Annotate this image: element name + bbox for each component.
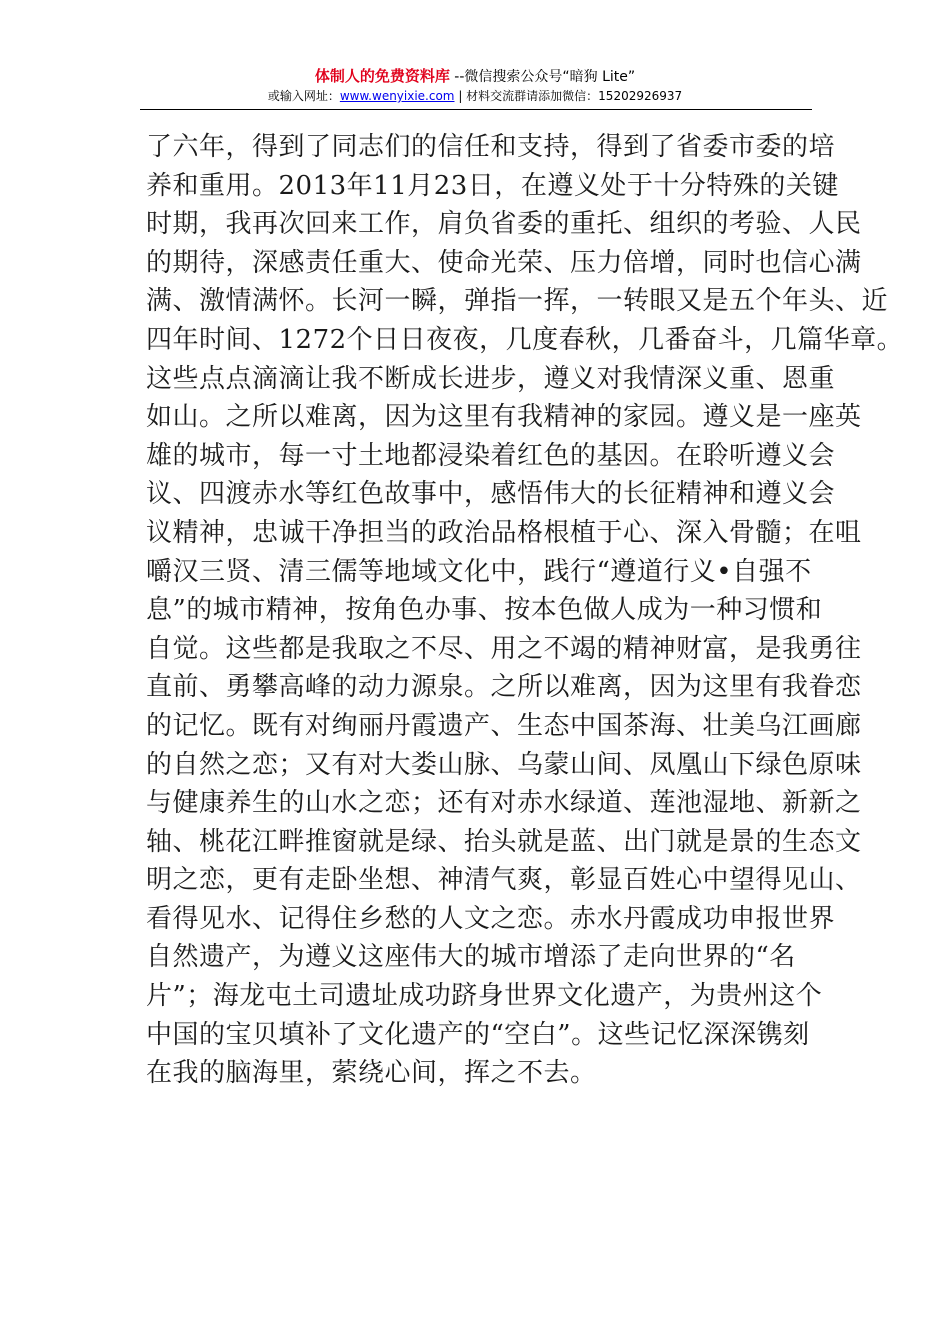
text-line: 在我的脑海里，萦绕心间，挥之不去。 (146, 1058, 597, 1089)
text-line: 轴、桃花江畔推窗就是绿、抬头就是蓝、出门就是景的生态文 (146, 826, 862, 857)
text-line: 直前、勇攀高峰的动力源泉。之所以难离，因为这里有我眷恋 (146, 672, 862, 703)
text-line: 满、激情满怀。长河一瞬，弹指一挥，一转眼又是五个年头、近 (146, 286, 889, 317)
text-line: 四年时间、1272个日日夜夜，几度春秋，几番奋斗，几篇华章。 (146, 324, 904, 355)
text-line: 明之恋，更有走卧坐想、神清气爽，彰显百姓心中望得见山、 (146, 865, 862, 896)
header-brand: 体制人的免费资料库 (314, 67, 450, 85)
text-line: 了六年，得到了同志们的信任和支持，得到了省委市委的培 (146, 132, 836, 162)
text-line: 自然遗产，为遵义这座伟大的城市增添了走向世界的“名 (146, 942, 796, 973)
text-line: 这些点点滴滴让我不断成长进步，遵义对我情深义重、恩重 (146, 363, 836, 394)
text-line: 议精神，忠诚干净担当的政治品格根植于心、深入骨髓；在咀 (146, 517, 862, 548)
header-site-link[interactable]: www.wenyixie.com (339, 89, 455, 103)
text-line: 的记忆。既有对绚丽丹霞遗产、生态中国茶海、壮美乌江画廊 (146, 710, 862, 741)
header-title-line (140, 66, 810, 87)
text-line: 养和重用。2013年11月23日，在遵义处于十分特殊的关键 (146, 170, 839, 201)
text-line: 嚼汉三贤、清三儒等地域文化中，践行“遵道行义•自强不 (146, 556, 812, 587)
text-line: 自觉。这些都是我取之不尽、用之不竭的精神财富，是我勇往 (146, 633, 862, 664)
text-line: 中国的宝贝填补了文化遗产的“空白”。这些记忆深深镌刻 (146, 1019, 810, 1050)
header-contact: | 材料交流群请添加微信：15202926937 (454, 89, 683, 103)
header-tagline: --微信搜索公众号“暗狗 Lite” (449, 69, 636, 85)
text-line: 雄的城市，每一寸土地都浸染着红色的基因。在聆听遵义会 (146, 440, 836, 471)
text-line: 看得见水、记得住乡愁的人文之恋。赤水丹霞成功申报世界 (146, 903, 836, 934)
header-site-prefix: 或输入网址： (267, 89, 340, 103)
header-divider (140, 109, 812, 110)
page-header (140, 66, 810, 105)
text-line: 时期，我再次回来工作，肩负省委的重托、组织的考验、人民 (146, 209, 862, 240)
text-line: 如山。之所以难离，因为这里有我精神的家园。遵义是一座英 (146, 402, 862, 433)
text-line: 议、四渡赤水等红色故事中，感悟伟大的长征精神和遵义会 (146, 479, 836, 510)
header-contact-line (140, 87, 810, 105)
text-line: 与健康养生的山水之恋；还有对赤水绿道、莲池湿地、新新之 (146, 788, 862, 819)
document-body (146, 128, 904, 1093)
text-line: 的自然之恋；又有对大娄山脉、乌蒙山间、凤凰山下绿色原味 (146, 749, 862, 780)
text-line: 息”的城市精神，按角色办事、按本色做人成为一种习惯和 (146, 595, 823, 626)
text-line: 片”；海龙屯土司遗址成功跻身世界文化遗产，为贵州这个 (146, 981, 823, 1012)
text-line: 的期待，深感责任重大、使命光荣、压力倍增，同时也信心满 (146, 247, 862, 278)
